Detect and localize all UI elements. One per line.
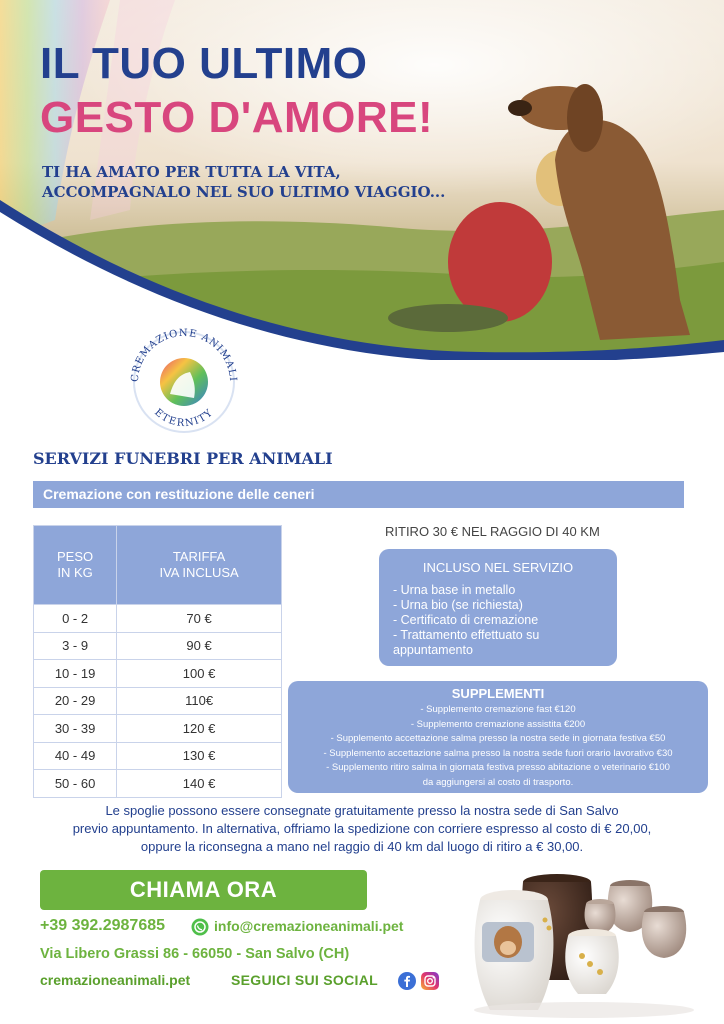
price-cell: 110€	[117, 687, 282, 715]
table-row	[34, 632, 282, 660]
price-header	[117, 526, 282, 605]
weight-cell: 50 - 60	[34, 770, 117, 798]
hero-banner	[0, 0, 724, 360]
table-row	[34, 660, 282, 688]
ritiro-note: RITIRO 30 € NEL RAGGIO DI 40 KM	[385, 524, 600, 539]
list-item: - Trattamento effettuato su	[393, 628, 540, 642]
weight-cell: 0 - 2	[34, 605, 117, 633]
weight-cell: 30 - 39	[34, 715, 117, 743]
eternity-logo	[124, 320, 244, 440]
table-row	[34, 715, 282, 743]
table-row	[34, 605, 282, 633]
address: Via Libero Grassi 86 - 66050 - San Salvo (CH)	[40, 946, 350, 962]
included-title: INCLUSO NEL SERVIZIO	[422, 560, 574, 575]
included-list	[393, 583, 603, 658]
facebook-icon[interactable]	[398, 972, 416, 990]
weight-cell: 20 - 29	[34, 687, 117, 715]
price-cell: 130 €	[117, 742, 282, 770]
delivery-note-line2: previo appuntamento. In alternativa, offriamo la spedizione con corriere espresso al costo di € 20,00,	[72, 821, 652, 836]
list-item: - Urna bio (se richiesta)	[393, 598, 523, 612]
delivery-note	[20, 802, 704, 856]
service-bar: Cremazione con restituzione delle ceneri	[33, 481, 684, 508]
price-header-line1: TARIFFA	[172, 548, 226, 564]
list-item: - Supplemento accettazione salma presso la nostra sede in giornata festiva €50	[330, 733, 666, 744]
weight-header	[34, 526, 117, 605]
supplements-panel	[288, 681, 708, 793]
list-item: - Supplemento accettazione salma presso la nostra sede fuori orario lavorativo €30	[323, 747, 673, 759]
website-link[interactable]: cremazioneanimali.pet	[40, 972, 191, 988]
price-cell: 90 €	[117, 632, 282, 660]
supplements-title: SUPPLEMENTI	[451, 686, 545, 701]
weight-header-line1: PESO	[57, 548, 94, 564]
hero-subtitle	[42, 163, 445, 202]
list-item: - Supplemento cremazione fast €120	[420, 704, 576, 715]
instagram-icon[interactable]	[421, 972, 439, 990]
price-table	[33, 525, 282, 798]
hero-title-line2: GESTO D'AMORE!	[40, 93, 434, 142]
list-item: da aggiungersi al costo di trasporto.	[422, 776, 574, 788]
weight-cell: 10 - 19	[34, 660, 117, 688]
table-row	[34, 770, 282, 798]
price-cell: 100 €	[117, 660, 282, 688]
list-item: - Certificato di cremazione	[393, 613, 539, 627]
table-row	[34, 687, 282, 715]
hero-title-line1: IL TUO ULTIMO	[40, 39, 368, 88]
weight-cell: 3 - 9	[34, 632, 117, 660]
price-cell: 70 €	[117, 605, 282, 633]
phone-link[interactable]: +39 392.2987685	[40, 917, 166, 934]
list-item: - Urna base in metallo	[393, 583, 516, 597]
logo-top-text: CREMAZIONE ANIMALI	[129, 327, 239, 383]
price-cell: 140 €	[117, 770, 282, 798]
table-row	[34, 742, 282, 770]
hero-subtitle-line2: ACCOMPAGNALO NEL SUO ULTIMO VIAGGIO...	[42, 182, 446, 201]
delivery-note-line3: oppure la riconsegna a mano nel raggio di 40 km dal luogo di ritiro a € 30,00.	[140, 839, 584, 854]
price-header-line2: IVA INCLUSA	[159, 565, 239, 580]
email-link[interactable]: info@cremazioneanimali.pet	[214, 918, 404, 934]
whatsapp-icon[interactable]	[191, 918, 209, 936]
section-title: SERVIZI FUNEBRI PER ANIMALI	[33, 449, 333, 468]
weight-cell: 40 - 49	[34, 742, 117, 770]
social-label: SEGUICI SUI SOCIAL	[231, 972, 378, 988]
hero-subtitle-line1: TI HA AMATO PER TUTTA LA VITA,	[42, 163, 341, 181]
included-services-panel	[379, 549, 617, 666]
list-item: - Supplemento cremazione assistita €200	[410, 718, 586, 730]
list-item: appuntamento	[393, 643, 473, 657]
call-now-button[interactable]: CHIAMA ORA	[40, 870, 367, 910]
price-cell: 120 €	[117, 715, 282, 743]
delivery-note-line1: Le spoglie possono essere consegnate gratuitamente presso la nostra sede di San Salvo	[105, 803, 619, 818]
logo-bottom-text: ETERNITY	[152, 407, 216, 430]
urns-photo	[452, 860, 717, 1024]
weight-header-line2: IN KG	[57, 565, 93, 580]
list-item: - Supplemento ritiro salma in giornata festiva presso abitazione o veterinario €100	[326, 762, 670, 773]
